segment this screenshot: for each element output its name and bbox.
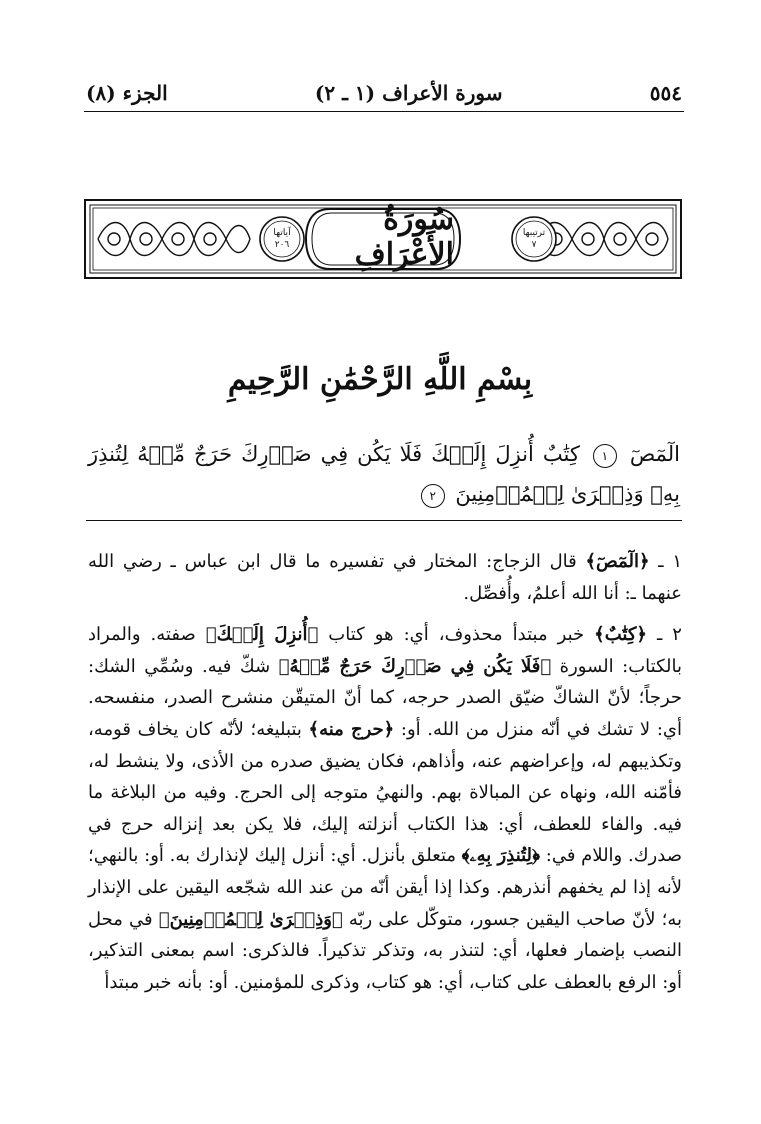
note-2-quote-6: ﴿وَذِكۡرَىٰ لِلۡمُؤۡمِنِينَ﴾ bbox=[158, 908, 343, 930]
note-2-text-1: خبر مبتدأ محذوف، أي: هو كتاب bbox=[328, 624, 585, 646]
running-header bbox=[86, 78, 682, 108]
order-value: ٧ bbox=[531, 240, 537, 250]
tafsir-commentary bbox=[88, 546, 682, 998]
page-number: ٥٥٤ bbox=[649, 81, 682, 105]
verses-divider bbox=[86, 520, 682, 521]
note-2-text-4: بتبليغه؛ لأنّه كان يخاف قومه، وتكذيبهم له، وإعراضهم عنه، وأذاهم، فكان يضيق صدره من الأذى، ولا ينشط له، فأمّنه الله، ونهاه عن المبالاة بهم. والنهيُ متوجه إلى الحرج. وفيه من البلاغة ما فيه. والفاء للعطف، أي: هذا الكتاب أنزلته إليك، فلا يكن بعد إنزاله حرج في صدرك. واللام في: bbox=[88, 718, 682, 867]
note-2-quote-1: ﴿كِتَٰبٌ﴾ bbox=[594, 624, 647, 646]
commentary-paragraph-1 bbox=[88, 546, 682, 609]
verse-2-text: كِتَٰبٌ أُنزِلَ إِلَيۡكَ فَلَا يَكُن فِي صَدۡرِكَ حَرَجٌ مِّنۡهُ لِتُنذِرَ بِهِۦ وَذِكۡرَىٰ لِلۡمُؤۡمِنِينَ bbox=[88, 442, 680, 506]
verse-1-marker: ١ bbox=[593, 444, 617, 468]
order-label: ترتيبها bbox=[522, 228, 546, 238]
quran-verses bbox=[88, 434, 680, 514]
note-2-quote-2: ﴿أُنزِلَ إِلَيۡكَ﴾ bbox=[205, 624, 319, 646]
surah-running-title: سورة الأعراف (١ ـ ٢) bbox=[314, 81, 503, 105]
basmala: بِسْمِ اللَّهِ الرَّحْمَٰنِ الرَّحِيمِ bbox=[227, 362, 533, 397]
verse-count-medallion bbox=[260, 217, 304, 261]
verses-value: ٢٠٦ bbox=[274, 240, 290, 250]
commentary-paragraph-2 bbox=[88, 619, 682, 998]
note-2-number: ٢ ـ bbox=[656, 624, 682, 646]
note-2-text-6: في محل النصب بإضمار فعلها، أي: لتنذر به، وتذكر تذكيراً. فالذكرى: اسم بمعنى التذكير، أو: الرفع بالعطف على كتاب، أي: هو كتاب، وذكرى للمؤمنين. أو: بأنه خبر مبتدأ bbox=[88, 908, 682, 993]
surah-name-title: سُورَةُ الأَعْرَافِ bbox=[354, 202, 454, 272]
note-1-number: ١ ـ bbox=[658, 551, 682, 572]
verses-label: آياتها bbox=[273, 228, 291, 238]
note-2-text-2: صفته. والمراد بالكتاب: السورة bbox=[88, 624, 682, 677]
surah-order-medallion bbox=[512, 217, 556, 261]
note-1-quote: ﴿الٓمٓصٓ﴾ bbox=[585, 551, 650, 572]
verse-2-marker: ٢ bbox=[421, 484, 445, 508]
note-2-quote-3: ﴿فَلَا يَكُن فِي صَدۡرِكَ حَرَجٌ مِّنۡهُ﴾ bbox=[278, 655, 552, 677]
note-1-text: قال الزجاج: المختار في تفسيره ما قال ابن عباس ـ رضي الله عنهما ـ: أنا الله أعلمُ، وأُفصِّل. bbox=[88, 551, 682, 604]
note-2-text-5: متعلق بأنزل. أي: أنزل إليك لإنذارك به. أو: بالنهي؛ لأنه إذا لم يخفهم أنذرهم. وكذا إذا أيقن أنّه من عند الله شجّعه اليقين على الإنذار به؛ لأنّ صاحب اليقين جسور، متوكّل على ربّه bbox=[88, 845, 682, 930]
verse-1-text: الٓمٓصٓ bbox=[629, 442, 680, 466]
note-2-text-3: شكّ فيه. وسُمِّي الشك: حرجاً؛ لأنّ الشاكّ ضيّق الصدر حرجه، كما أنّ المتيقّن منشرح الصدر، منفسحه. أي: لا تشك في أنّه منزل من الله. أو: bbox=[88, 655, 682, 740]
surah-banner bbox=[84, 199, 682, 279]
note-2-quote-4: ﴿حرج منه﴾ bbox=[308, 718, 395, 740]
part-number: الجزء (٨) bbox=[86, 81, 168, 105]
header-divider bbox=[84, 111, 684, 112]
note-2-quote-5: ﴿لِتُنذِرَ بِهِۦ﴾ bbox=[461, 845, 541, 867]
